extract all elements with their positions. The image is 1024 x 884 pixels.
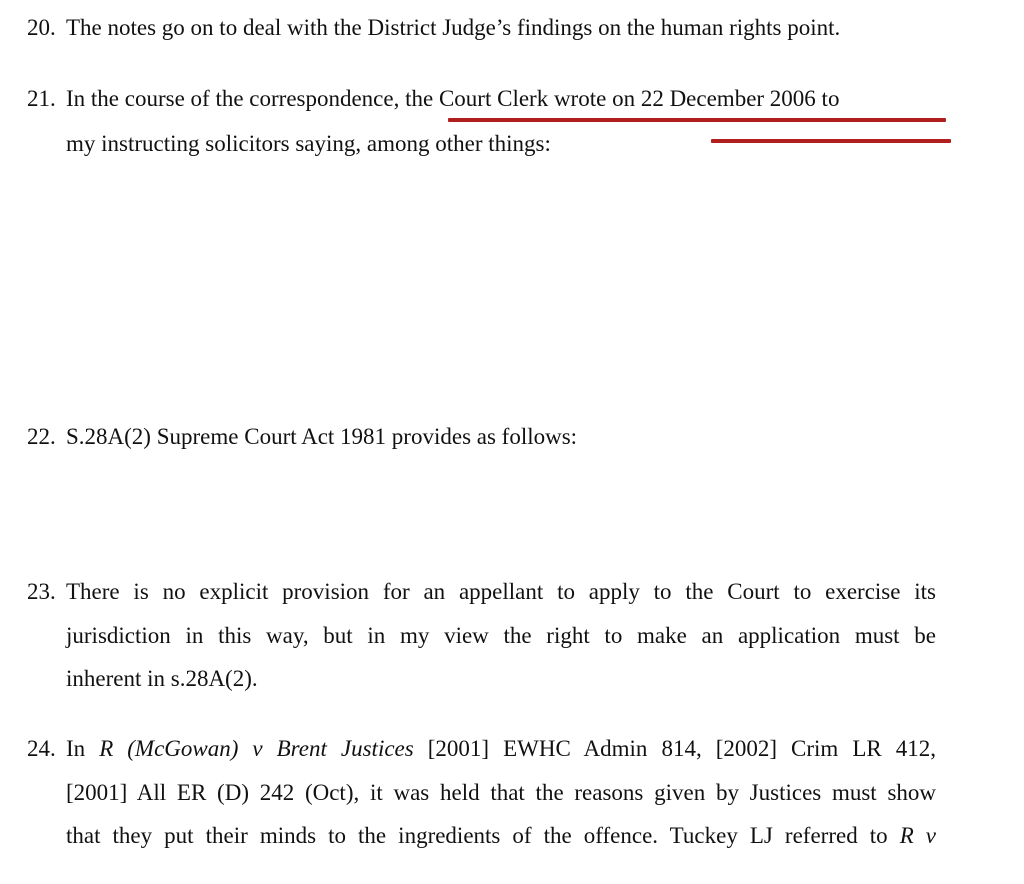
paragraph-line: [66, 823, 936, 849]
paragraph-line: jurisdiction in this way, but in my view the right to make an application must be: [66, 623, 936, 648]
paragraph-number: 23.: [27, 579, 56, 604]
paragraph-line: There is no explicit provision for an appellant to apply to the Court to exercise its: [66, 579, 936, 604]
paragraph-line: [66, 736, 936, 762]
paragraph-number: 20.: [27, 15, 56, 40]
text-segment: that they put their minds to the ingredients of the offence. Tuckey LJ referred to: [66, 823, 900, 848]
case-name: R v: [899, 823, 936, 848]
paragraph-line: [2001] All ER (D) 242 (Oct), it was held that the reasons given by Justices must show: [66, 780, 936, 805]
paragraph-line: inherent in s.28A(2).: [66, 666, 258, 691]
paragraph-number: 21.: [27, 86, 56, 111]
paragraph-line: [66, 86, 839, 112]
text-segment: In the course of the correspondence,: [66, 86, 406, 111]
case-name: R (McGowan) v Brent Justices: [99, 736, 414, 761]
paragraph-text: S.28A(2) Supreme Court Act 1981 provides as follows:: [66, 424, 578, 449]
red-underline-mark: [711, 139, 951, 143]
paragraph-number: 22.: [27, 424, 56, 449]
text-segment: In: [66, 736, 100, 761]
paragraph-number: 24.: [27, 736, 56, 761]
paragraph-line: my instructing solicitors saying, among other things:: [66, 131, 551, 156]
paragraph-text: The notes go on to deal with the District Judge’s findings on the human rights point.: [66, 15, 841, 40]
red-underline-mark: [448, 118, 946, 122]
highlighted-text: the Court Clerk wrote on 22 December 2006 to: [405, 86, 840, 111]
text-segment: [2001] EWHC Admin 814, [2002] Crim LR 412,: [413, 736, 936, 761]
